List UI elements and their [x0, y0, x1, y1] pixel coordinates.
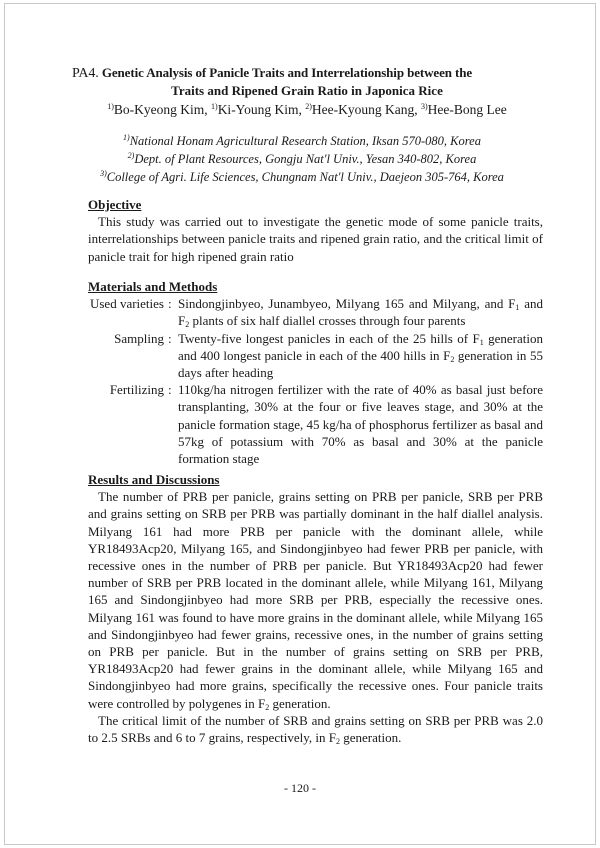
subscript: 2 — [185, 320, 190, 330]
text-run: The number of PRB per panicle, grains setting on PRB per panicle, SRB per PRB and grains setting on SRB per PRB was partially dominant in the half diallel analysis. Milyang 161 had more PRB per panicle with the dominant allele, while YR18493Acp20, Milyang 165, and Sindongjinbyeo had fewer PRB per panicle, with recessive ones in the number of PRB per panicle. But YR18493Acp20 had fewer number of SRB per PRB located in the dominant allele, while Milyang 161, Milyang 165 and Sindongjinbyeo had more SRB per PRB, especially the recessive ones. Milyang 161 was found to have more grains in the dominant allele, while Milyang 165 and Sindongjinbyeo had fewer grains, recessive ones, in the number of grains setting on PRB per panicle. But in the number of grains setting on SRB per PRB, YR18493Acp20 had fewer grains in the dominant allele, while Milyang 165 and Sindongjinbyeo had more grains, specifically the recessive ones. Four panicle traits were controlled by polygenes in F — [88, 489, 543, 711]
page-border-right — [595, 3, 596, 845]
affiliation-item — [82, 168, 522, 186]
results-section — [88, 471, 543, 746]
affiliation-item — [82, 150, 522, 168]
colon: : — [168, 330, 172, 346]
subscript: 1 — [515, 303, 520, 313]
affiliation-sup: 2) — [127, 151, 135, 160]
text-run: generation and 400 longest panicle in each of the 400 hills in F — [178, 330, 543, 363]
methods-text — [178, 330, 543, 382]
author-sup: 2) — [305, 102, 312, 111]
methods-text — [178, 295, 543, 329]
page-border-left — [4, 3, 5, 845]
text-run: and F — [178, 296, 543, 329]
affiliation-text: College of Agri. Life Sciences, Chungnam Nat'l Univ., Daejeon 305-764, Korea — [106, 170, 504, 184]
author-list — [72, 102, 542, 118]
methods-row — [88, 381, 543, 467]
results-paragraph-1 — [88, 488, 543, 712]
author-sup: 1) — [107, 102, 114, 111]
results-heading: Results and Discussions — [88, 472, 220, 487]
page-number: - 120 - — [284, 781, 316, 795]
affiliation-sup: 3) — [100, 169, 107, 178]
subscript: 2 — [450, 354, 455, 364]
text-run: Sindongjinbyeo, Junambyeo, Milyang 165 and Milyang, and F — [178, 296, 516, 312]
author-sup: 1) — [211, 102, 218, 111]
title-line-1 — [72, 65, 542, 82]
subscript: 2 — [335, 737, 340, 747]
author-sup: 3) — [421, 102, 428, 111]
objective-heading: Objective — [88, 197, 142, 212]
affiliation-text: National Honam Agricultural Research Station, Iksan 570-080, Korea — [129, 134, 481, 148]
page-border-bottom — [4, 844, 596, 845]
objective-section — [88, 196, 543, 265]
objective-text: This study was carried out to investigate the genetic mode of some panicle traits, interrelationships between panicle traits and ripened grain ratio, and the critical limit of panicle trait for high ripened grain ratio — [88, 214, 543, 264]
methods-text: 110kg/ha nitrogen fertilizer with the rate of 40% as basal just before transplanting, 30% at the four or five leaves stage, and 30% at the panicle formation stage, 45 kg/ha of phosphorus fertilizer as basal and 57kg of potassium with 70% as basal and 30% at the panicle formation stage — [178, 382, 543, 467]
colon: : — [168, 382, 172, 398]
text-run: The critical limit of the number of SRB and grains setting on SRB per PRB was 2.0 to 2.5 SRBs and 6 to 7 grains, respectively, in F — [88, 712, 543, 746]
methods-label: Sampling — [114, 330, 164, 346]
title-line-2: Traits and Ripened Grain Ratio in Japonica Rice — [171, 83, 443, 98]
methods-label: Fertilizing — [109, 382, 164, 398]
text-run: Twenty-five longest panicles in each of the 25 hills of F — [178, 330, 480, 346]
methods-row — [88, 330, 543, 382]
affiliation-text: Dept. of Plant Resources, Gongju Nat'l Univ., Yesan 340-802, Korea — [134, 152, 477, 166]
methods-heading: Materials and Methods — [88, 279, 218, 294]
text-run: plants of six half diallel crosses through four parents — [189, 313, 466, 329]
results-paragraph-2 — [88, 712, 543, 746]
methods-label: Used varieties — [89, 296, 164, 312]
affiliation-item — [82, 132, 522, 150]
author-name: Bo-Kyeong Kim, — [113, 102, 208, 117]
affiliation-sup: 1) — [123, 133, 130, 142]
text-run: generation. — [269, 695, 331, 711]
author-name: Hee-Kyoung Kang, — [311, 102, 418, 117]
author-name: Hee-Bong Lee — [427, 102, 507, 117]
title-text-1: Genetic Analysis of Panicle Traits and Interrelationship between the — [101, 65, 473, 80]
subscript: 2 — [265, 702, 270, 712]
methods-section — [88, 278, 543, 467]
colon: : — [168, 296, 172, 312]
text-run: generation in 55 days after heading — [178, 347, 543, 381]
subscript: 1 — [479, 337, 484, 347]
abstract-code: PA4. — [72, 66, 99, 81]
title-block — [72, 65, 542, 118]
methods-row — [88, 295, 543, 329]
affiliation-list — [82, 132, 522, 186]
page-border-top — [4, 3, 596, 4]
text-run: generation. — [339, 730, 402, 746]
author-name: Ki-Young Kim, — [217, 102, 302, 117]
